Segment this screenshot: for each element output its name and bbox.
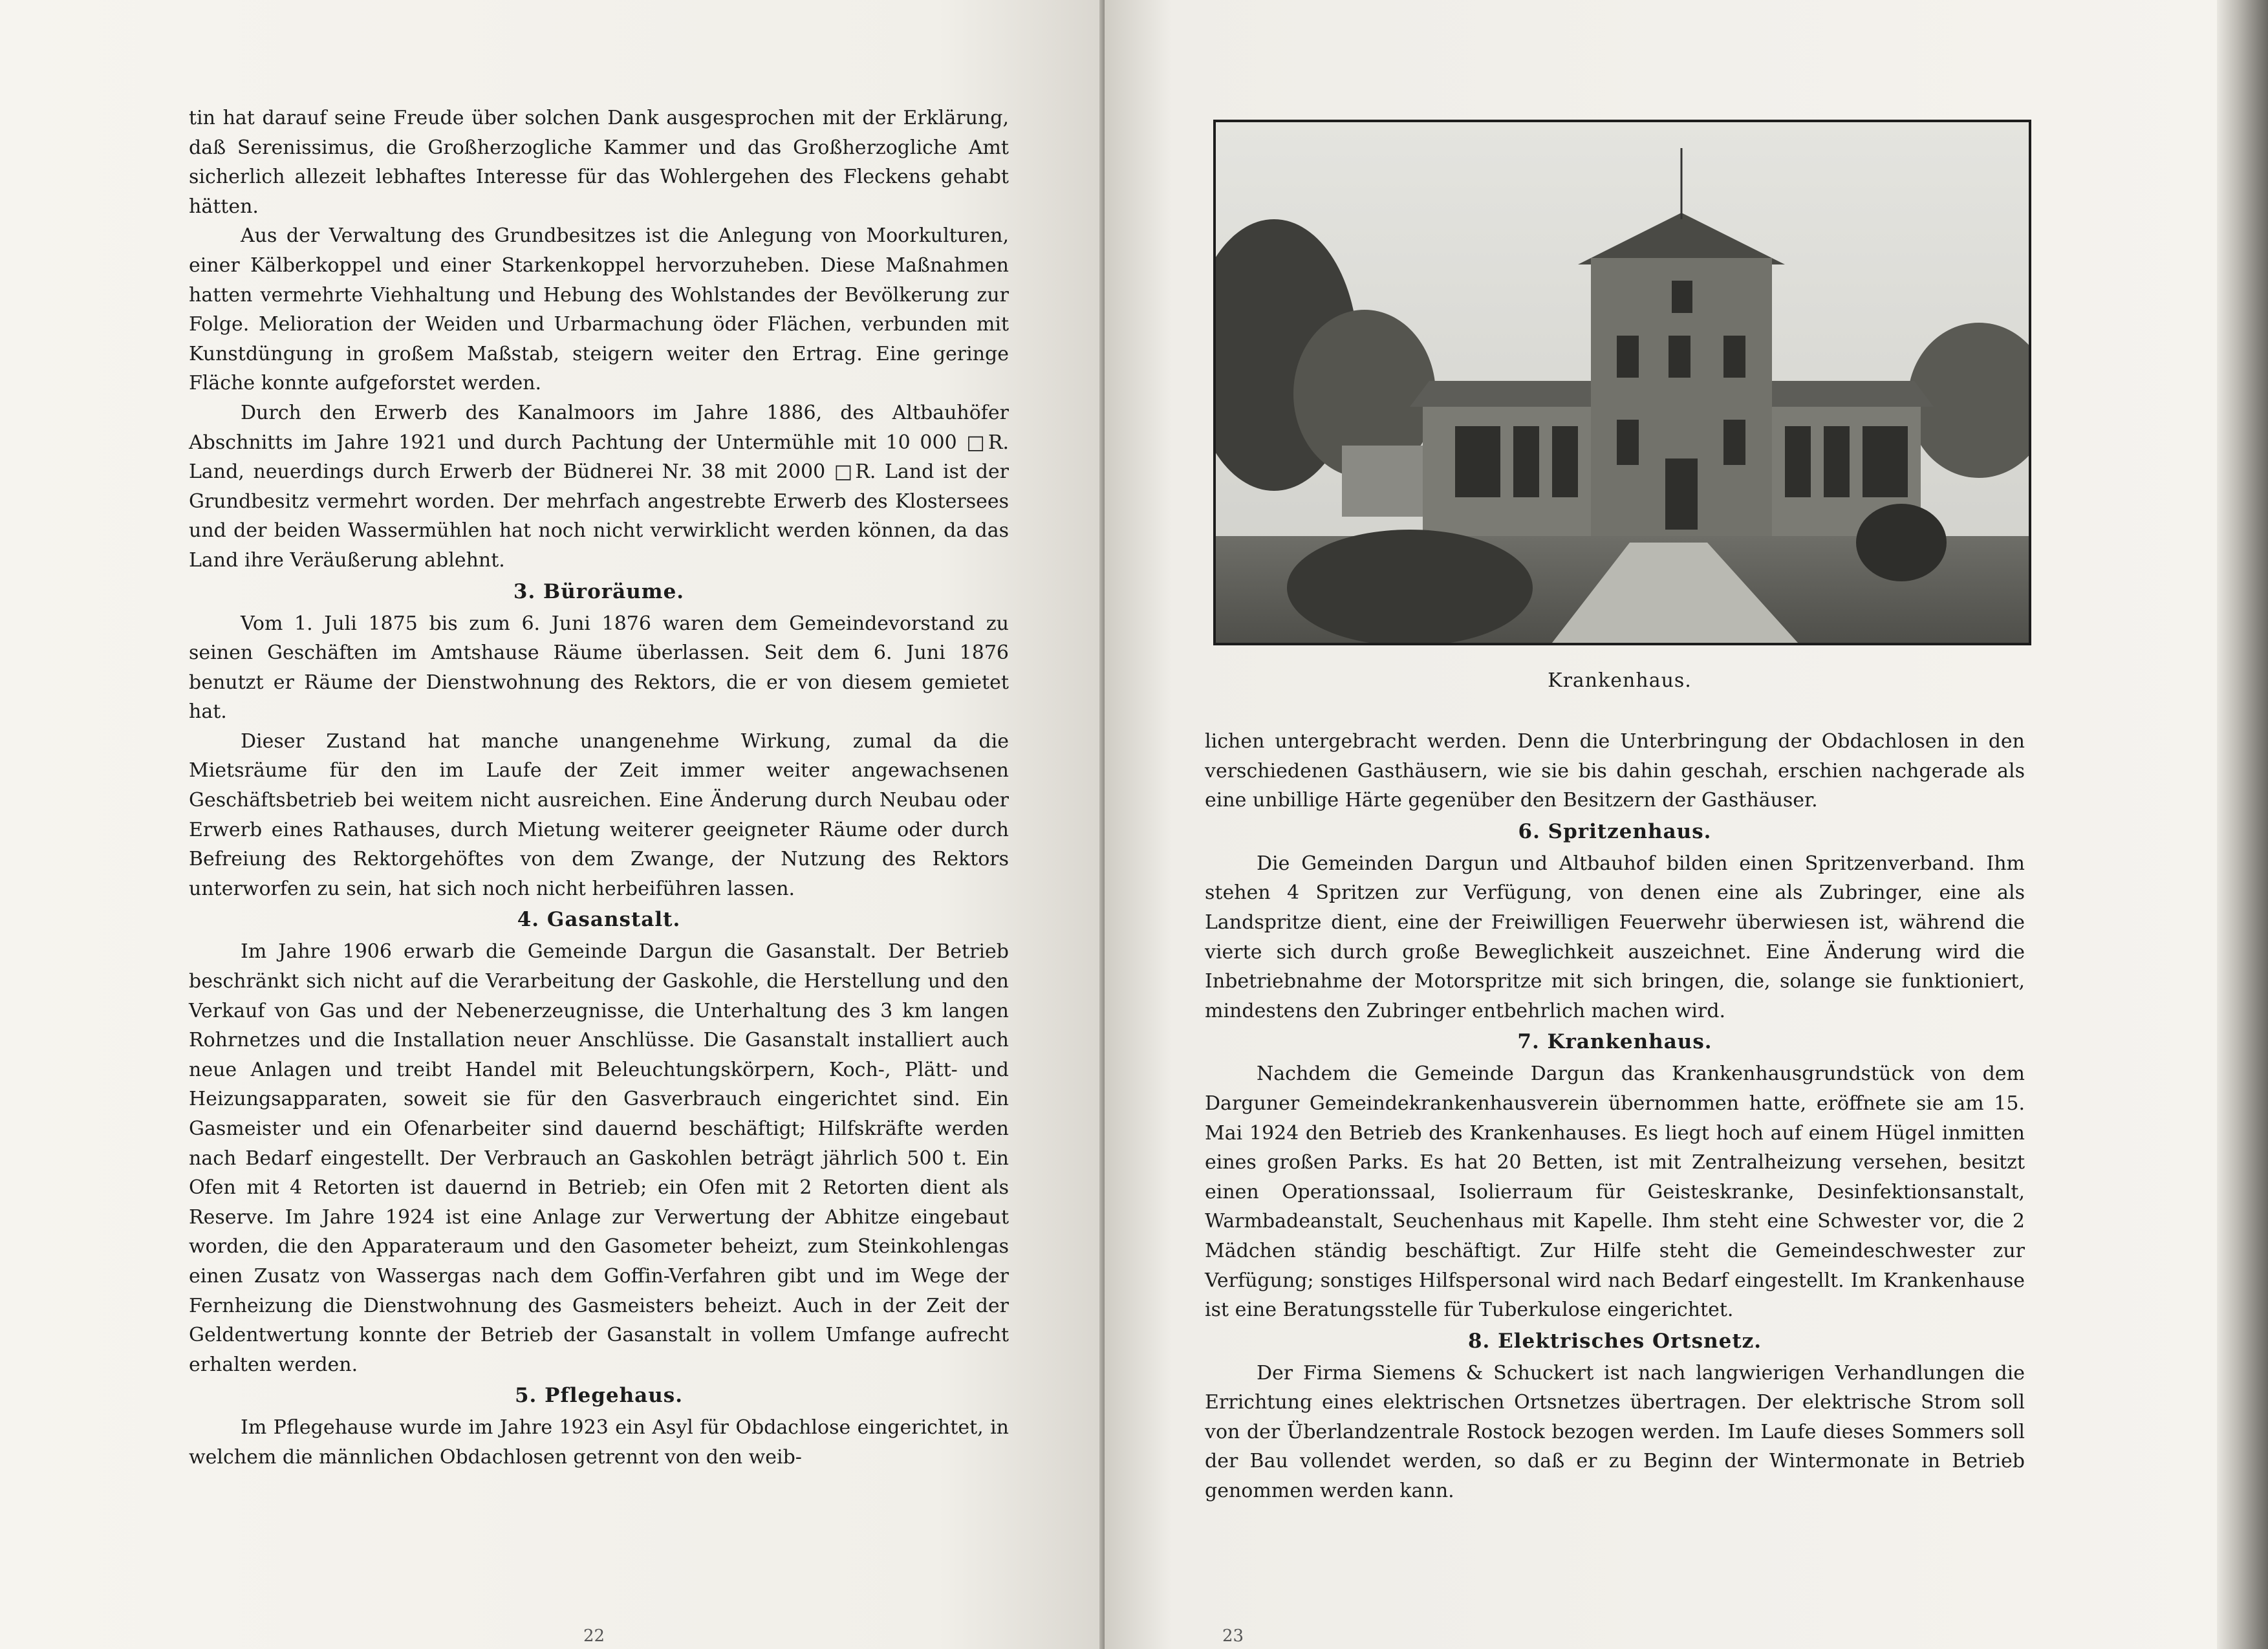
page-number: 23 <box>1222 1626 1244 1646</box>
paragraph: Dieser Zustand hat manche unangenehme Wirkung, zumal da die Mietsräume für den im Laufe der Zeit immer weiter angewachsenen Geschäftsbetrieb bei weitem nicht ausreichen. Eine Änderung durch Neubau oder Erwerb eines Rathauses, durch Mietung weiterer geeigneter Räume oder durch Befreiung des Rektorgehöftes von dem Zwange, der Nutzung des Rektors unterworfen zu sein, hat sich noch nicht herbeiführen lassen. <box>189 729 1009 900</box>
paragraph: lichen untergebracht werden. Denn die Unterbringung der Obdachlosen in den verschiedenen Gasthäusern, wie sie bis dahin geschah, erschien nachgerade als eine unbillige Härte gegenüber den Besitzern der Gasthäuser. <box>1205 730 2025 812</box>
left-page <box>0 0 1105 1649</box>
section-heading: 8. Elektrisches Ortsnetz. <box>1467 1329 1762 1353</box>
paragraph: Nachdem die Gemeinde Dargun das Krankenhausgrundstück von dem Darguner Gemeindekrankenhausverein übernommen hatte, eröffnete sie am 15. Mai 1924 den Betrieb des Krankenhauses. Es liegt hoch auf einem Hügel inmitten eines großen Parks. Es hat 20 Betten, ist mit Zentralheizung versehen, besitzt einen Operationssaal, Isolierraum für Geisteskranke, Desinfektionsanstalt, Warmbadeanstalt, Seuchenhaus mit Kapelle. Ihm steht eine Schwester vor, die 2 Mädchen ständig beschäftigt. Zur Hilfe steht die Gemeindeschwester zur Verfügung; sonstiges Hilfspersonal wird nach Bedarf eingestellt. Im Krankenhause ist eine Beratungsstelle für Tuberkulose eingerichtet. <box>1205 1062 2025 1322</box>
paragraph: Im Pflegehause wurde im Jahre 1923 ein Asyl für Obdachlose eingerichtet, in welchem die männlichen Obdachlosen getrennt von den weib- <box>189 1416 1009 1469</box>
left-text-column <box>189 103 1009 1472</box>
section-heading: 5. Pflegehaus. <box>514 1384 684 1408</box>
section-heading: 3. Büroräume. <box>513 579 685 603</box>
hospital-illustration <box>1216 122 2029 643</box>
right-text-column <box>1205 727 2025 1506</box>
paragraph: Vom 1. Juli 1875 bis zum 6. Juni 1876 waren dem Gemeindevorstand zu seinen Geschäften im Amtshause Räume überlassen. Seit dem 6. Juni 1876 benutzt er Räume der Dienstwohnung des Rektors, die er von diesem gemietet hat. <box>189 612 1009 724</box>
paragraph: Die Gemeinden Dargun und Altbauhof bilden einen Spritzenverband. Ihm stehen 4 Spritzen zur Verfügung, von denen eine als Zubringer, eine als Landspritze dient, eine der Freiwilligen Feuerwehr überwiesen ist, während die vierte sich durch große Beweglichkeit auszeichnet. Eine Änderung wird die Inbetriebnahme der Motorspritze mit sich bringen, die, solange sie funktioniert, mindestens den Zubringer entbehrlich machen wird. <box>1205 852 2025 1022</box>
paragraph: Im Jahre 1906 erwarb die Gemeinde Dargun die Gasanstalt. Der Betrieb beschränkt sich nicht auf die Verarbeitung der Gaskohle, die Herstellung und den Verkauf von Gas und der Nebenerzeugnisse, die Unterhaltung des 3 km langen Rohrnetzes und die Installation neuer Anschlüsse. Die Gasanstalt installiert auch neue Anlagen und treibt Handel mit Beleuchtungskörpern, Koch-, Plätt- und Heizungsapparaten, soweit sie für den Gasverbrauch eingerichtet sind. Ein Gasmeister und ein Ofenarbeiter sind dauernd beschäftigt; Hilfskräfte werden nach Bedarf eingestellt. Der Verbrauch an Gaskohlen beträgt jährlich 500 t. Ein Ofen mit 4 Retorten ist dauernd in Betrieb; ein Ofen mit 2 Retorten dient als Reserve. Im Jahre 1924 ist eine Anlage zur Verwertung der Abhitze eingebaut worden, die den Apparateraum und den Gasometer beheizt, zum Steinkohlengas einen Zusatz von Wassergas nach dem Goffin-Verfahren gibt und im Wege der Fernheizung die Dienstwohnung des Gasmeisters beheizt. Auch in der Zeit der Geldentwertung konnte der Betrieb der Gasanstalt in vollem Umfange aufrecht erhalten werden. <box>189 940 1009 1376</box>
section-heading: 6. Spritzenhaus. <box>1518 819 1712 843</box>
paragraph: tin hat darauf seine Freude über solchen Dank ausgesprochen mit der Erklärung, daß Serenissimus, die Großherzogliche Kammer und das Großherzogliche Amt sicherlich allezeit lebhaftes Interesse für das Wohlergehen des Fleckens gehabt hätten. <box>189 107 1009 218</box>
right-page <box>1105 0 2217 1649</box>
paragraph: Aus der Verwaltung des Grundbesitzes ist die Anlegung von Moorkulturen, einer Kälberkoppel und einer Starkenkoppel hervorzuheben. Diese Maßnahmen hatten vermehrte Viehhaltung und Hebung des Wohlstandes der Bevölkerung zur Folge. Melioration der Weiden und Urbarmachung öder Flächen, verbunden mit Kunstdüngung in großem Maßstab, steigern weiter den Ertrag. Eine geringe Fläche konnte aufgeforstet werden. <box>189 224 1009 395</box>
page-number: 22 <box>583 1626 605 1646</box>
photo-caption: Krankenhaus. <box>1548 669 1692 692</box>
scanner-edge <box>2217 0 2268 1649</box>
section-heading: 4. Gasanstalt. <box>517 908 681 932</box>
section-heading: 7. Krankenhaus. <box>1517 1030 1712 1054</box>
paragraph: Durch den Erwerb des Kanalmoors im Jahre 1886, des Altbauhöfer Abschnitts im Jahre 1921 und durch Pachtung der Untermühle mit 10 000 □R. Land, neuerdings durch Erwerb der Büdnerei Nr. 38 mit 2000 □R. Land ist der Grundbesitz vermehrt worden. Der mehrfach angestrebte Erwerb des Klostersees und der beiden Wassermühlen hat noch nicht verwirklicht werden können, da das Land ihre Veräußerung ablehnt. <box>189 401 1009 572</box>
hospital-photo <box>1213 120 2031 645</box>
paragraph: Der Firma Siemens & Schuckert ist nach langwierigen Verhandlungen die Errichtung eines elektrischen Ortsnetzes übertragen. Der elektrische Strom soll von der Überlandzentrale Rostock bezogen werden. Im Laufe dieses Sommers soll der Bau vollendet werden, so daß er zu Beginn der Wintermonate in Betrieb genommen werden kann. <box>1205 1361 2025 1503</box>
